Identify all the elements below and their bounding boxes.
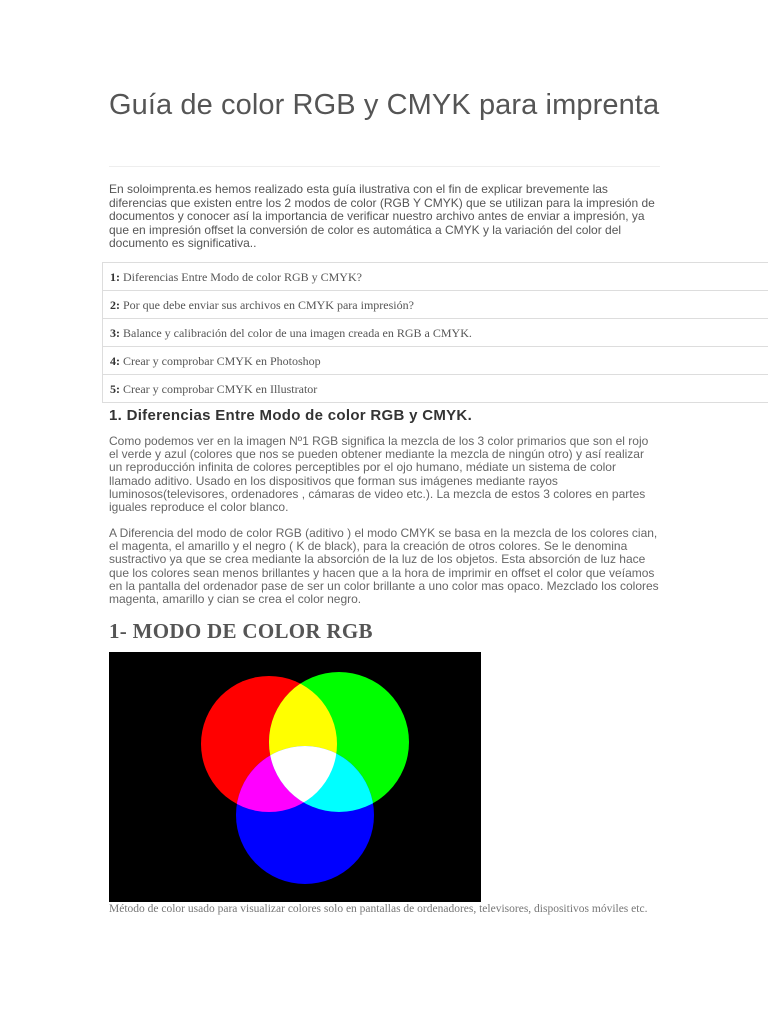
toc-item-4[interactable] [102,347,768,375]
figure-heading: 1- MODO DE COLOR RGB [109,619,373,643]
toc-number: 3: [110,326,120,340]
body-paragraph-rgb: Como podemos ver en la imagen Nº1 RGB significa la mezcla de los 3 color primarios que son el rojo el verde y azul (colores que nos se pueden obtener mediante la mezcla de ningún otro) y así realizar un reproducción infinita de colores perceptibles por el ojo humano, médiate un sistema de color llamado aditivo. Usado en los dispositivos que forman sus imágenes mediante rayos luminosos(televisores, ordenadores , cámaras de video etc.). La mezcla de estos 3 colores en partes iguales reproduce el color blanco. [109,434,649,515]
toc-number: 4: [110,354,120,368]
figure-caption: Método de color usado para visualizar colores solo en pantallas de ordenadores, televisores, dispositivos móviles etc. [109,903,648,915]
page-title: Guía de color RGB y CMYK para imprenta [109,89,660,121]
toc-item-1[interactable] [102,263,768,291]
toc-number: 1: [110,270,120,284]
toc-label: Diferencias Entre Modo de color RGB y CMYK? [123,270,362,284]
rgb-color-diagram [109,652,481,902]
intro-paragraph: En soloimprenta.es hemos realizado esta guía ilustrativa con el fin de explicar brevemente las diferencias que existen entre los 2 modos de color (RGB Y CMYK) que se utilizan para la impresión de documentos y conocer así la importancia de verificar nuestro archivo antes de enviar a impresión, ya que en impresión offset la conversión de color es automática a CMYK y la variación del color del documento es significativa.. [109,182,655,251]
toc-label: Crear y comprobar CMYK en Photoshop [123,354,321,368]
title-divider [109,166,660,167]
toc-label: Por que debe enviar sus archivos en CMYK para impresión? [123,298,414,312]
toc-label: Crear y comprobar CMYK en Illustrator [123,382,318,396]
body-paragraph-cmyk: A Diferencia del modo de color RGB (aditivo ) el modo CMYK se basa en la mezcla de los colores cian, el magenta, el amarillo y el negro ( K de black), para la creación de otros colores. Se le denomina sustractivo ya que se crea mediante la absorción de la luz de los objetos. Esta absorción de luz hace que los colores sean menos brillantes y hacen que a la hora de imprimir en offset el color que veíamos en la pantalla del ordenador pase de ser un color brillante a uno color mas opaco. Mezclado los colores magenta, amarillo y cian se crea el color negro. [109,526,659,607]
toc-number: 5: [110,382,120,396]
table-of-contents [102,262,768,403]
toc-item-3[interactable] [102,319,768,347]
toc-number: 2: [110,298,120,312]
section-heading: 1. Diferencias Entre Modo de color RGB y CMYK. [109,407,473,424]
toc-item-5[interactable] [102,375,768,403]
toc-item-2[interactable] [102,291,768,319]
toc-label: Balance y calibración del color de una imagen creada en RGB a CMYK. [123,326,472,340]
